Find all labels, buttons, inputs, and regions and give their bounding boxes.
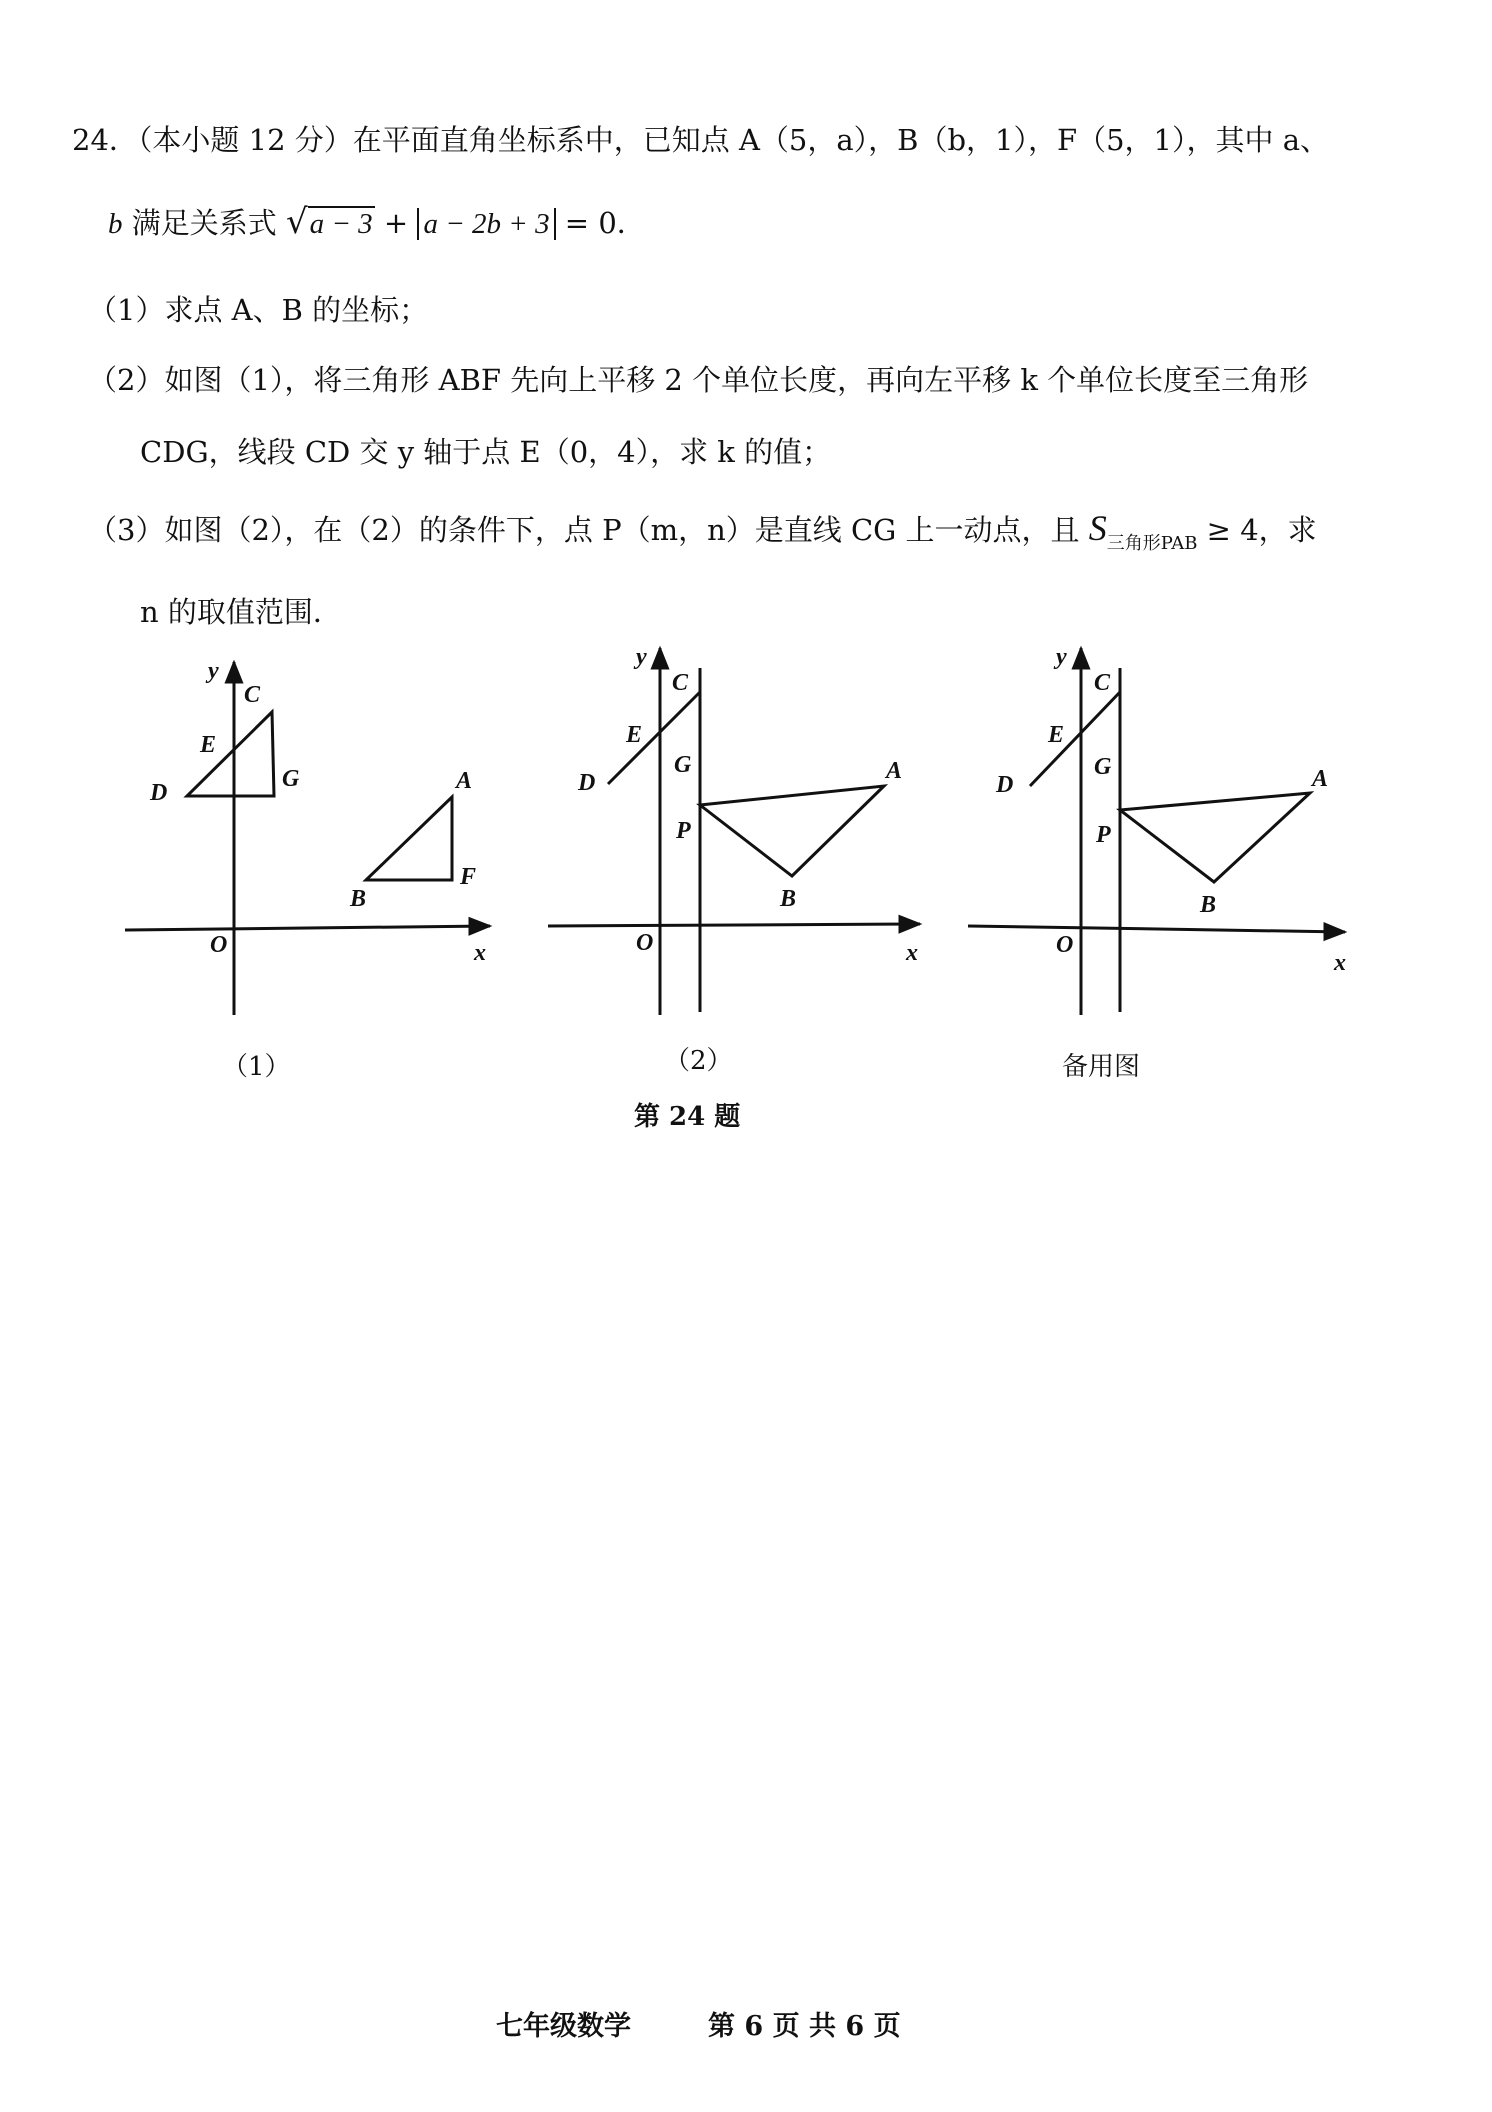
fig3-triangle-PAB bbox=[1120, 793, 1310, 882]
fig1-caption: （1） bbox=[222, 1052, 291, 1082]
fig1-label-D: D bbox=[150, 780, 168, 806]
figure-1 bbox=[125, 662, 490, 1015]
area-relation: ≥ 4，求 bbox=[1197, 513, 1317, 547]
part-2-line-2: CDG，线段 CD 交 y 轴于点 E（0，4），求 k 的值； bbox=[140, 435, 832, 469]
fig1-triangle-ABF bbox=[366, 797, 452, 880]
problem-number: 24． bbox=[72, 123, 138, 157]
fig3-x-axis bbox=[968, 926, 1345, 932]
part-3-line-2: n 的取值范围． bbox=[140, 595, 342, 629]
fig1-label-G: G bbox=[282, 766, 300, 792]
part-2-line-1: （2）如图（1），将三角形 ABF 先向上平移 2 个单位长度，再向左平移 k 个单位长度至三角形 bbox=[88, 363, 1309, 397]
fig1-label-F: F bbox=[460, 864, 477, 890]
fig2-label-D: D bbox=[578, 770, 596, 796]
fig3-caption: 备用图 bbox=[1062, 1052, 1141, 1082]
area-symbol: S bbox=[1088, 508, 1107, 548]
fig2-caption: （2） bbox=[664, 1046, 733, 1076]
fig2-label-B: B bbox=[780, 886, 797, 912]
part-1: （1）求点 A、B 的坐标； bbox=[88, 293, 429, 327]
condition-text: 满足关系式 bbox=[122, 206, 286, 240]
fig3-label-B: B bbox=[1200, 892, 1217, 918]
fig1-label-A: A bbox=[456, 768, 473, 794]
fig2-label-C: C bbox=[672, 670, 689, 696]
fig3-label-E: E bbox=[1048, 722, 1065, 748]
fig1-label-x: x bbox=[474, 940, 486, 966]
footer-page-info: 第 6 页 共 6 页 bbox=[708, 2011, 901, 2042]
figure-2 bbox=[548, 648, 920, 1015]
fig3-label-P: P bbox=[1096, 822, 1111, 848]
fig1-label-O: O bbox=[210, 932, 228, 958]
fig3-label-O: O bbox=[1056, 932, 1074, 958]
sqrt-content: a − 3 bbox=[309, 208, 373, 240]
radical-sign: √ bbox=[285, 202, 308, 242]
fig3-label-D: D bbox=[996, 772, 1014, 798]
fig3-label-A: A bbox=[1312, 766, 1329, 792]
fig3-label-C: C bbox=[1094, 670, 1111, 696]
fig1-x-axis bbox=[125, 926, 490, 930]
fig2-label-E: E bbox=[626, 722, 643, 748]
fig1-label-B: B bbox=[350, 886, 367, 912]
part-3-text: （3）如图（2），在（2）的条件下，点 P（m，n）是直线 CG 上一动点，且 bbox=[88, 513, 1089, 547]
fig2-label-G: G bbox=[674, 752, 692, 778]
fig2-label-P: P bbox=[676, 818, 691, 844]
fig2-label-O: O bbox=[636, 930, 654, 956]
fig2-x-axis bbox=[548, 924, 920, 926]
fig2-label-A: A bbox=[886, 758, 903, 784]
var-b: b bbox=[108, 208, 123, 240]
fig2-label-x: x bbox=[906, 940, 918, 966]
fig3-label-x: x bbox=[1334, 950, 1346, 976]
fig1-label-y: y bbox=[208, 658, 219, 684]
equals-zero: = 0． bbox=[555, 206, 646, 240]
fig1-label-C: C bbox=[244, 682, 261, 708]
fig3-label-G: G bbox=[1094, 754, 1112, 780]
fig1-label-E: E bbox=[200, 732, 217, 758]
area-subscript: 三角形PAB bbox=[1106, 533, 1198, 554]
figure-3 bbox=[968, 648, 1345, 1015]
problem-header-text: （本小题 12 分）在平面直角坐标系中，已知点 A（5，a），B（b，1），F（5，1），其中 a、 bbox=[137, 123, 1330, 157]
figure-2-labels bbox=[577, 644, 918, 966]
footer-subject: 七年级数学 bbox=[496, 2011, 631, 2042]
fig3-label-y: y bbox=[1056, 644, 1067, 670]
plus-sign: + bbox=[374, 206, 418, 240]
abs-expression: a − 2b + 3 bbox=[417, 208, 555, 240]
fig2-label-y: y bbox=[636, 644, 647, 670]
figure-group-caption: 第 24 题 bbox=[634, 1102, 741, 1132]
fig2-triangle-PAB bbox=[700, 786, 884, 876]
